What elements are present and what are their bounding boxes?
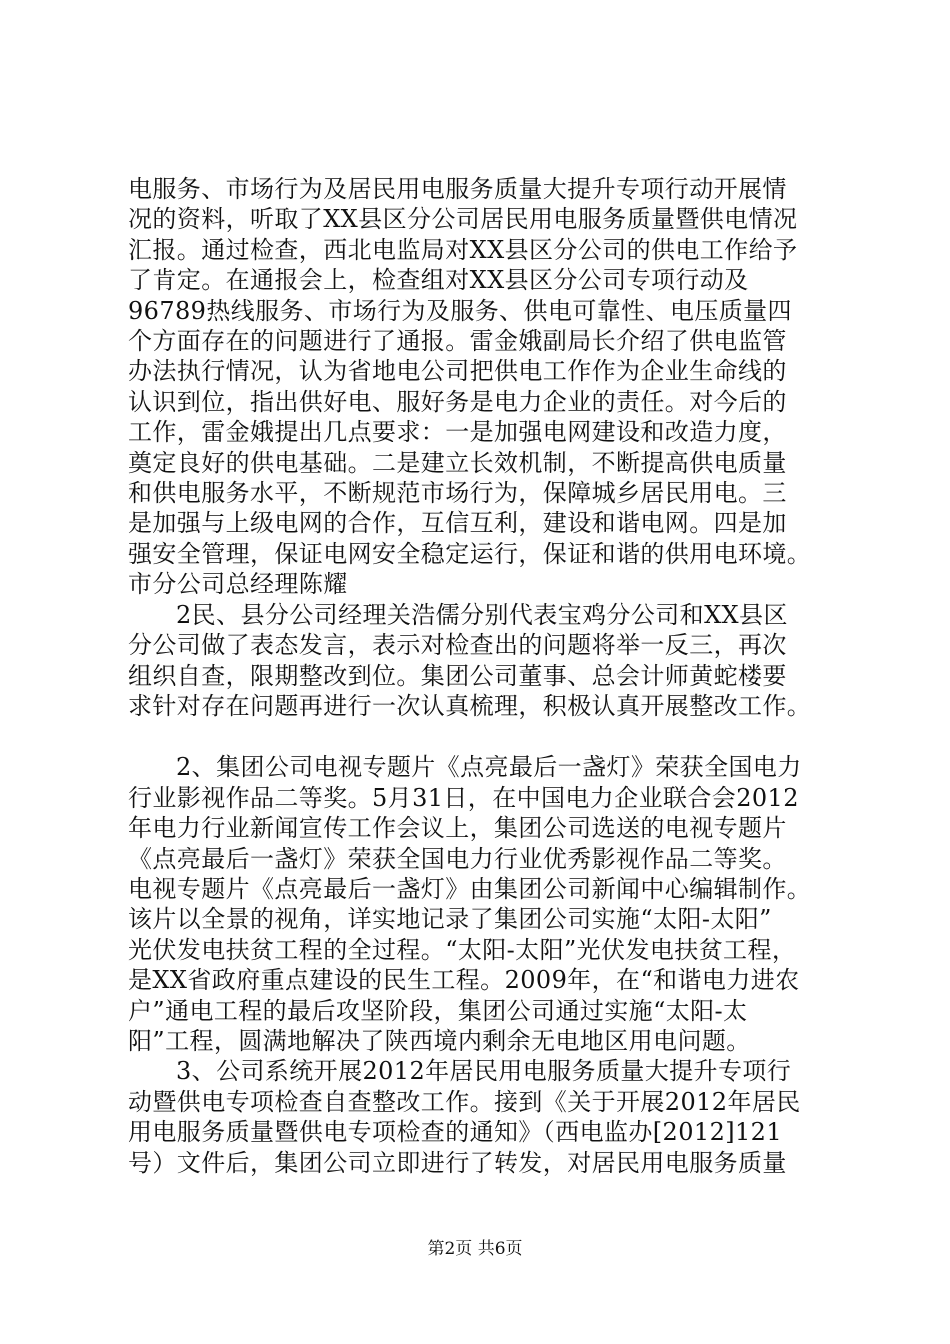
paragraph-inspection-report: 电服务、市场行为及居民用电服务质量大提升专项行动开展情 况的资料，听取了XX县区分公司居民用电服务质量暨供电情况 汇报。通过检查，西北电监局对XX县区分公司的供电工作给予 了肯定。在通报会上，检查组对XX县区分公司专项行动及 96789热线服务、市场行为及服务、供电可靠性、电压质量四 个方面存在的问题进行了通报。雷金娥副局长介绍了供电监管 办法执行情况，认为省地电公司把供电工作作为企业生命线的 认识到位，指出供好电、服好务是电力企业的责任。对今后的 工作，雷金娥提出几点要求：一是加强电网建设和改造力度， 奠定良好的供电基础。二是建立长效机制，不断提高供电质量 和供电服务水平，不断规范市场行为，保障城乡居民用电。三 是加强与上级电网的合作，互信互利，建设和谐电网。四是加 强安全管理，保证电网安全稳定运行，保证和谐的供用电环境。 市分公司总经理陈耀 [128,175,812,599]
paragraph-self-inspection: 3、公司系统开展2012年居民用电服务质量大提升专项行 动暨供电专项检查自查整改工作。接到《关于开展2012年居民 用电服务质量暨供电专项检查的通知》（西电监办[2012]121 号）文件后，集团公司立即进行了转发，对居民用电服务质量 [128,1057,801,1177]
page-number-footer: 第2页 共6页 [427,1239,523,1259]
paragraph-video-award: 2、集团公司电视专题片《点亮最后一盏灯》荣获全国电力 行业影视作品二等奖。5月31日，在中国电力企业联合会2012 年电力行业新闻宣传工作会议上，集团公司选送的电视专题片 《点亮最后一盏灯》荣获全国电力行业优秀影视作品二等奖。 电视专题片《点亮最后一盏灯》由集团公司新闻中心编辑制作。 该片以全景的视角，详实地记录了集团公司实施“太阳-太阳” 光伏发电扶贫工程的全过程。“太阳-太阳”光伏发电扶贫工程， 是XX省政府重点建设的民生工程。2009年，在“和谐电力进农 户”通电工程的最后攻坚阶段，集团公司通过实施“太阳-太 阳”工程，圆满地解决了陕西境内剩余无电地区用电问题。 [128,753,812,1055]
document-body [128,174,848,1178]
paragraph-spacer [128,721,848,752]
paragraph-statement-speeches: 2民、县分公司经理关浩儒分别代表宝鸡分公司和XX县区 分公司做了表态发言，表示对检查出的问题将举一反三，再次 组织自查，限期整改到位。集团公司董事、总会计师黄蛇楼要 求针对存在问题再进行一次认真梳理，积极认真开展整改工作。 [128,600,812,720]
